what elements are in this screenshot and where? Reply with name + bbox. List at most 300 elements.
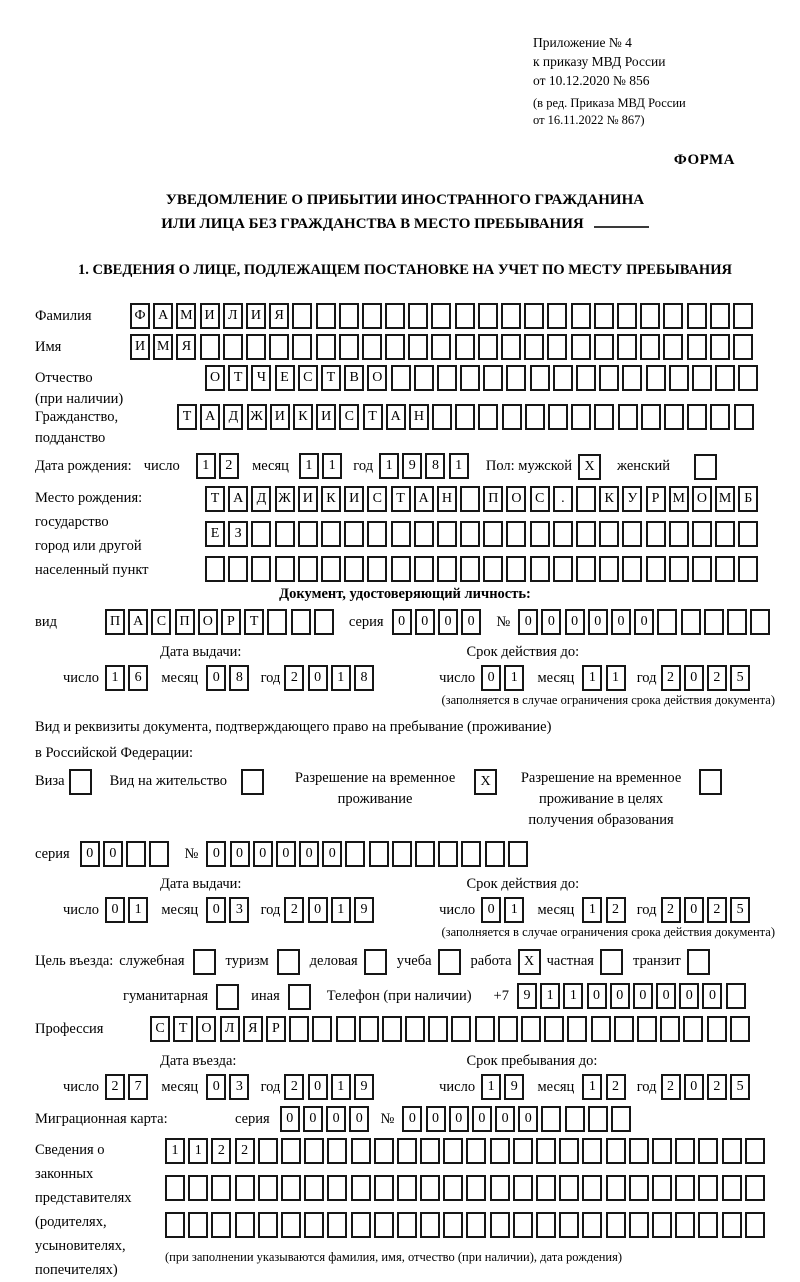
char-cell[interactable]: С — [150, 1016, 170, 1042]
entry-day-input[interactable] — [105, 1074, 151, 1100]
char-cell[interactable]: . — [553, 486, 573, 512]
doc-valid-month-input[interactable] — [582, 665, 628, 691]
char-cell[interactable] — [669, 556, 689, 582]
char-cell[interactable]: 1 — [299, 453, 319, 479]
char-cell[interactable]: 0 — [105, 897, 125, 923]
char-cell[interactable]: 0 — [299, 841, 319, 867]
char-cell[interactable] — [431, 334, 451, 360]
char-cell[interactable]: 9 — [402, 453, 422, 479]
char-cell[interactable]: 2 — [606, 897, 626, 923]
purpose-study-checkbox[interactable] — [438, 949, 461, 975]
char-cell[interactable]: Т — [173, 1016, 193, 1042]
char-cell[interactable] — [646, 521, 666, 547]
char-cell[interactable]: 0 — [253, 841, 273, 867]
char-cell[interactable]: О — [506, 486, 526, 512]
char-cell[interactable] — [490, 1212, 510, 1238]
char-cell[interactable] — [392, 841, 412, 867]
purpose-official-checkbox[interactable] — [193, 949, 216, 975]
char-cell[interactable] — [521, 1016, 541, 1042]
char-cell[interactable] — [663, 303, 683, 329]
char-cell[interactable]: 8 — [354, 665, 374, 691]
char-cell[interactable] — [547, 303, 567, 329]
char-cell[interactable] — [126, 841, 146, 867]
char-cell[interactable] — [652, 1175, 672, 1201]
entry-year-input[interactable] — [284, 1074, 377, 1100]
char-cell[interactable] — [490, 1138, 510, 1164]
char-cell[interactable] — [188, 1212, 208, 1238]
name-input[interactable] — [130, 334, 756, 360]
char-cell[interactable] — [235, 1175, 255, 1201]
char-cell[interactable]: 9 — [517, 983, 537, 1009]
char-cell[interactable] — [327, 1212, 347, 1238]
char-cell[interactable]: 0 — [656, 983, 676, 1009]
char-cell[interactable]: 0 — [280, 1106, 300, 1132]
char-cell[interactable]: 0 — [481, 897, 501, 923]
birthplace-input-row3[interactable] — [205, 556, 762, 582]
char-cell[interactable] — [414, 556, 434, 582]
char-cell[interactable]: К — [599, 486, 619, 512]
char-cell[interactable]: 0 — [495, 1106, 515, 1132]
char-cell[interactable] — [704, 609, 724, 635]
char-cell[interactable] — [460, 521, 480, 547]
char-cell[interactable]: Ж — [247, 404, 267, 430]
char-cell[interactable]: П — [105, 609, 125, 635]
char-cell[interactable] — [669, 521, 689, 547]
char-cell[interactable] — [698, 1175, 718, 1201]
char-cell[interactable]: 1 — [582, 897, 602, 923]
char-cell[interactable] — [553, 521, 573, 547]
doc-issue-year-input[interactable] — [284, 665, 377, 691]
char-cell[interactable]: С — [367, 486, 387, 512]
char-cell[interactable]: 2 — [661, 897, 681, 923]
char-cell[interactable] — [530, 556, 550, 582]
char-cell[interactable] — [362, 334, 382, 360]
char-cell[interactable] — [432, 404, 452, 430]
purpose-private-checkbox[interactable] — [600, 949, 623, 975]
char-cell[interactable] — [298, 521, 318, 547]
char-cell[interactable]: 1 — [540, 983, 560, 1009]
char-cell[interactable]: 0 — [80, 841, 100, 867]
char-cell[interactable]: 1 — [582, 1074, 602, 1100]
char-cell[interactable] — [727, 609, 747, 635]
char-cell[interactable] — [745, 1175, 765, 1201]
char-cell[interactable]: 1 — [165, 1138, 185, 1164]
char-cell[interactable]: 0 — [349, 1106, 369, 1132]
char-cell[interactable] — [501, 334, 521, 360]
residence-permit-checkbox[interactable] — [241, 769, 264, 795]
char-cell[interactable] — [351, 1138, 371, 1164]
char-cell[interactable]: И — [298, 486, 318, 512]
char-cell[interactable] — [715, 556, 735, 582]
char-cell[interactable] — [652, 1212, 672, 1238]
char-cell[interactable]: И — [130, 334, 150, 360]
representatives-input-row1[interactable] — [165, 1138, 768, 1164]
char-cell[interactable] — [321, 556, 341, 582]
char-cell[interactable] — [513, 1212, 533, 1238]
char-cell[interactable] — [405, 1016, 425, 1042]
char-cell[interactable] — [548, 404, 568, 430]
char-cell[interactable] — [553, 365, 573, 391]
char-cell[interactable] — [506, 365, 526, 391]
purpose-work-checkbox[interactable]: X — [518, 949, 541, 975]
birth-day-input[interactable] — [196, 453, 242, 479]
char-cell[interactable] — [165, 1212, 185, 1238]
char-cell[interactable] — [475, 1016, 495, 1042]
char-cell[interactable]: Т — [244, 609, 264, 635]
char-cell[interactable]: 9 — [354, 1074, 374, 1100]
char-cell[interactable] — [513, 1175, 533, 1201]
char-cell[interactable]: 0 — [684, 897, 704, 923]
char-cell[interactable]: М — [669, 486, 689, 512]
char-cell[interactable]: Е — [275, 365, 295, 391]
char-cell[interactable]: 9 — [504, 1074, 524, 1100]
char-cell[interactable] — [437, 365, 457, 391]
char-cell[interactable] — [437, 521, 457, 547]
char-cell[interactable]: Я — [176, 334, 196, 360]
residence-valid-day-input[interactable] — [481, 897, 527, 923]
char-cell[interactable] — [559, 1138, 579, 1164]
char-cell[interactable]: 0 — [634, 609, 654, 635]
char-cell[interactable]: С — [339, 404, 359, 430]
char-cell[interactable] — [246, 334, 266, 360]
char-cell[interactable] — [391, 365, 411, 391]
char-cell[interactable] — [733, 303, 753, 329]
char-cell[interactable] — [606, 1212, 626, 1238]
char-cell[interactable] — [611, 1106, 631, 1132]
rvp-education-checkbox[interactable] — [699, 769, 722, 795]
char-cell[interactable]: Т — [228, 365, 248, 391]
char-cell[interactable] — [314, 609, 334, 635]
char-cell[interactable] — [617, 303, 637, 329]
char-cell[interactable]: 0 — [308, 1074, 328, 1100]
char-cell[interactable]: У — [622, 486, 642, 512]
char-cell[interactable] — [525, 404, 545, 430]
char-cell[interactable] — [304, 1175, 324, 1201]
char-cell[interactable]: 2 — [219, 453, 239, 479]
char-cell[interactable] — [738, 521, 758, 547]
char-cell[interactable] — [397, 1138, 417, 1164]
char-cell[interactable]: М — [715, 486, 735, 512]
doc-valid-day-input[interactable] — [481, 665, 527, 691]
char-cell[interactable] — [374, 1175, 394, 1201]
char-cell[interactable] — [251, 556, 271, 582]
char-cell[interactable] — [478, 404, 498, 430]
char-cell[interactable] — [269, 334, 289, 360]
migration-number-input[interactable] — [402, 1106, 634, 1132]
char-cell[interactable] — [530, 365, 550, 391]
char-cell[interactable]: А — [128, 609, 148, 635]
char-cell[interactable] — [428, 1016, 448, 1042]
char-cell[interactable]: 0 — [206, 841, 226, 867]
char-cell[interactable]: 6 — [128, 665, 148, 691]
char-cell[interactable] — [327, 1138, 347, 1164]
char-cell[interactable] — [385, 334, 405, 360]
char-cell[interactable] — [339, 334, 359, 360]
doc-issue-day-input[interactable] — [105, 665, 151, 691]
char-cell[interactable] — [629, 1175, 649, 1201]
char-cell[interactable]: Ж — [275, 486, 295, 512]
doc-number-input[interactable] — [518, 609, 773, 635]
char-cell[interactable] — [455, 334, 475, 360]
char-cell[interactable]: 8 — [425, 453, 445, 479]
char-cell[interactable]: Д — [251, 486, 271, 512]
char-cell[interactable] — [478, 303, 498, 329]
char-cell[interactable] — [466, 1138, 486, 1164]
char-cell[interactable] — [646, 365, 666, 391]
char-cell[interactable] — [369, 841, 389, 867]
representatives-input-row2[interactable] — [165, 1175, 768, 1201]
char-cell[interactable]: Т — [391, 486, 411, 512]
char-cell[interactable] — [715, 521, 735, 547]
residence-series-input[interactable] — [80, 841, 173, 867]
char-cell[interactable] — [536, 1138, 556, 1164]
char-cell[interactable] — [710, 303, 730, 329]
char-cell[interactable] — [629, 1212, 649, 1238]
char-cell[interactable] — [483, 365, 503, 391]
char-cell[interactable] — [292, 334, 312, 360]
char-cell[interactable] — [669, 365, 689, 391]
char-cell[interactable]: 0 — [679, 983, 699, 1009]
char-cell[interactable] — [722, 1175, 742, 1201]
char-cell[interactable]: Д — [223, 404, 243, 430]
char-cell[interactable] — [629, 1138, 649, 1164]
char-cell[interactable] — [460, 556, 480, 582]
char-cell[interactable]: 0 — [326, 1106, 346, 1132]
char-cell[interactable]: 2 — [284, 1074, 304, 1100]
char-cell[interactable]: 1 — [504, 665, 524, 691]
char-cell[interactable]: 0 — [472, 1106, 492, 1132]
char-cell[interactable]: 0 — [308, 665, 328, 691]
birth-month-input[interactable] — [299, 453, 345, 479]
char-cell[interactable] — [344, 521, 364, 547]
char-cell[interactable] — [235, 1212, 255, 1238]
char-cell[interactable] — [606, 1138, 626, 1164]
residence-valid-month-input[interactable] — [582, 897, 628, 923]
char-cell[interactable] — [362, 303, 382, 329]
char-cell[interactable] — [733, 334, 753, 360]
char-cell[interactable] — [258, 1212, 278, 1238]
char-cell[interactable]: 2 — [661, 665, 681, 691]
char-cell[interactable] — [275, 556, 295, 582]
char-cell[interactable]: И — [344, 486, 364, 512]
char-cell[interactable]: 0 — [438, 609, 458, 635]
char-cell[interactable] — [345, 841, 365, 867]
representatives-input-row3[interactable] — [165, 1212, 768, 1238]
char-cell[interactable] — [281, 1212, 301, 1238]
char-cell[interactable] — [617, 334, 637, 360]
char-cell[interactable] — [599, 521, 619, 547]
char-cell[interactable] — [455, 303, 475, 329]
char-cell[interactable] — [498, 1016, 518, 1042]
stay-day-input[interactable] — [481, 1074, 527, 1100]
char-cell[interactable] — [316, 334, 336, 360]
char-cell[interactable] — [267, 609, 287, 635]
char-cell[interactable]: О — [692, 486, 712, 512]
birth-year-input[interactable] — [379, 453, 472, 479]
stay-month-input[interactable] — [582, 1074, 628, 1100]
char-cell[interactable] — [420, 1212, 440, 1238]
char-cell[interactable] — [443, 1212, 463, 1238]
char-cell[interactable]: 0 — [702, 983, 722, 1009]
char-cell[interactable]: Т — [177, 404, 197, 430]
char-cell[interactable]: Т — [205, 486, 225, 512]
char-cell[interactable]: 0 — [402, 1106, 422, 1132]
char-cell[interactable] — [397, 1175, 417, 1201]
char-cell[interactable] — [391, 521, 411, 547]
sex-female-checkbox[interactable] — [694, 454, 717, 480]
residence-number-input[interactable] — [206, 841, 531, 867]
char-cell[interactable]: Л — [220, 1016, 240, 1042]
char-cell[interactable] — [698, 1212, 718, 1238]
char-cell[interactable]: 3 — [229, 897, 249, 923]
char-cell[interactable] — [730, 1016, 750, 1042]
char-cell[interactable]: 1 — [582, 665, 602, 691]
patronymic-input[interactable] — [205, 365, 762, 391]
char-cell[interactable]: 0 — [518, 1106, 538, 1132]
char-cell[interactable]: 2 — [661, 1074, 681, 1100]
char-cell[interactable]: Р — [266, 1016, 286, 1042]
char-cell[interactable]: 1 — [331, 897, 351, 923]
char-cell[interactable] — [483, 521, 503, 547]
char-cell[interactable] — [228, 556, 248, 582]
char-cell[interactable] — [582, 1212, 602, 1238]
visa-checkbox[interactable] — [69, 769, 92, 795]
char-cell[interactable] — [437, 556, 457, 582]
char-cell[interactable]: С — [298, 365, 318, 391]
purpose-other-checkbox[interactable] — [288, 984, 311, 1010]
char-cell[interactable] — [681, 609, 701, 635]
char-cell[interactable]: А — [386, 404, 406, 430]
char-cell[interactable] — [547, 334, 567, 360]
char-cell[interactable]: Л — [223, 303, 243, 329]
char-cell[interactable]: 0 — [276, 841, 296, 867]
char-cell[interactable]: 1 — [331, 665, 351, 691]
char-cell[interactable] — [466, 1175, 486, 1201]
char-cell[interactable] — [466, 1212, 486, 1238]
char-cell[interactable] — [582, 1138, 602, 1164]
char-cell[interactable] — [455, 404, 475, 430]
char-cell[interactable] — [715, 365, 735, 391]
char-cell[interactable] — [675, 1175, 695, 1201]
char-cell[interactable] — [275, 521, 295, 547]
char-cell[interactable]: 7 — [128, 1074, 148, 1100]
profession-input[interactable] — [150, 1016, 753, 1042]
char-cell[interactable]: 0 — [303, 1106, 323, 1132]
char-cell[interactable] — [594, 334, 614, 360]
char-cell[interactable] — [594, 303, 614, 329]
char-cell[interactable] — [223, 334, 243, 360]
char-cell[interactable] — [559, 1212, 579, 1238]
char-cell[interactable] — [559, 1175, 579, 1201]
char-cell[interactable] — [443, 1138, 463, 1164]
char-cell[interactable] — [567, 1016, 587, 1042]
char-cell[interactable]: 0 — [206, 897, 226, 923]
char-cell[interactable] — [508, 841, 528, 867]
char-cell[interactable]: Н — [437, 486, 457, 512]
char-cell[interactable] — [687, 404, 707, 430]
char-cell[interactable]: 0 — [415, 609, 435, 635]
char-cell[interactable] — [258, 1138, 278, 1164]
char-cell[interactable]: 2 — [284, 897, 304, 923]
char-cell[interactable] — [707, 1016, 727, 1042]
purpose-transit-checkbox[interactable] — [687, 949, 710, 975]
char-cell[interactable] — [211, 1212, 231, 1238]
sex-male-checkbox[interactable]: X — [578, 454, 601, 480]
char-cell[interactable]: 1 — [379, 453, 399, 479]
char-cell[interactable] — [745, 1212, 765, 1238]
char-cell[interactable] — [722, 1138, 742, 1164]
char-cell[interactable]: И — [246, 303, 266, 329]
char-cell[interactable] — [692, 521, 712, 547]
char-cell[interactable] — [251, 521, 271, 547]
char-cell[interactable]: 0 — [633, 983, 653, 1009]
char-cell[interactable] — [637, 1016, 657, 1042]
char-cell[interactable] — [281, 1138, 301, 1164]
purpose-business-checkbox[interactable] — [364, 949, 387, 975]
char-cell[interactable] — [367, 556, 387, 582]
char-cell[interactable]: 0 — [230, 841, 250, 867]
char-cell[interactable] — [745, 1138, 765, 1164]
char-cell[interactable]: 0 — [461, 609, 481, 635]
char-cell[interactable] — [304, 1212, 324, 1238]
stay-year-input[interactable] — [661, 1074, 754, 1100]
char-cell[interactable] — [327, 1175, 347, 1201]
char-cell[interactable] — [698, 1138, 718, 1164]
char-cell[interactable]: З — [228, 521, 248, 547]
char-cell[interactable] — [524, 303, 544, 329]
char-cell[interactable] — [502, 404, 522, 430]
char-cell[interactable] — [565, 1106, 585, 1132]
char-cell[interactable]: 2 — [707, 665, 727, 691]
doc-issue-month-input[interactable] — [206, 665, 252, 691]
char-cell[interactable] — [687, 334, 707, 360]
char-cell[interactable] — [321, 521, 341, 547]
char-cell[interactable] — [618, 404, 638, 430]
char-cell[interactable] — [652, 1138, 672, 1164]
char-cell[interactable]: 0 — [426, 1106, 446, 1132]
entry-month-input[interactable] — [206, 1074, 252, 1100]
char-cell[interactable] — [571, 303, 591, 329]
char-cell[interactable] — [646, 556, 666, 582]
char-cell[interactable]: 1 — [196, 453, 216, 479]
char-cell[interactable] — [692, 365, 712, 391]
char-cell[interactable] — [506, 556, 526, 582]
char-cell[interactable] — [588, 1106, 608, 1132]
char-cell[interactable] — [292, 303, 312, 329]
char-cell[interactable] — [188, 1175, 208, 1201]
char-cell[interactable] — [536, 1212, 556, 1238]
char-cell[interactable]: 2 — [105, 1074, 125, 1100]
char-cell[interactable]: О — [196, 1016, 216, 1042]
char-cell[interactable] — [738, 365, 758, 391]
char-cell[interactable]: 3 — [229, 1074, 249, 1100]
char-cell[interactable] — [622, 365, 642, 391]
char-cell[interactable]: 5 — [730, 665, 750, 691]
char-cell[interactable]: 2 — [606, 1074, 626, 1100]
char-cell[interactable] — [438, 841, 458, 867]
char-cell[interactable] — [553, 556, 573, 582]
char-cell[interactable] — [316, 303, 336, 329]
char-cell[interactable] — [599, 365, 619, 391]
char-cell[interactable]: 1 — [563, 983, 583, 1009]
char-cell[interactable] — [675, 1212, 695, 1238]
char-cell[interactable]: 0 — [684, 1074, 704, 1100]
char-cell[interactable] — [541, 1106, 561, 1132]
char-cell[interactable] — [692, 556, 712, 582]
char-cell[interactable] — [408, 334, 428, 360]
char-cell[interactable] — [344, 556, 364, 582]
char-cell[interactable]: И — [200, 303, 220, 329]
